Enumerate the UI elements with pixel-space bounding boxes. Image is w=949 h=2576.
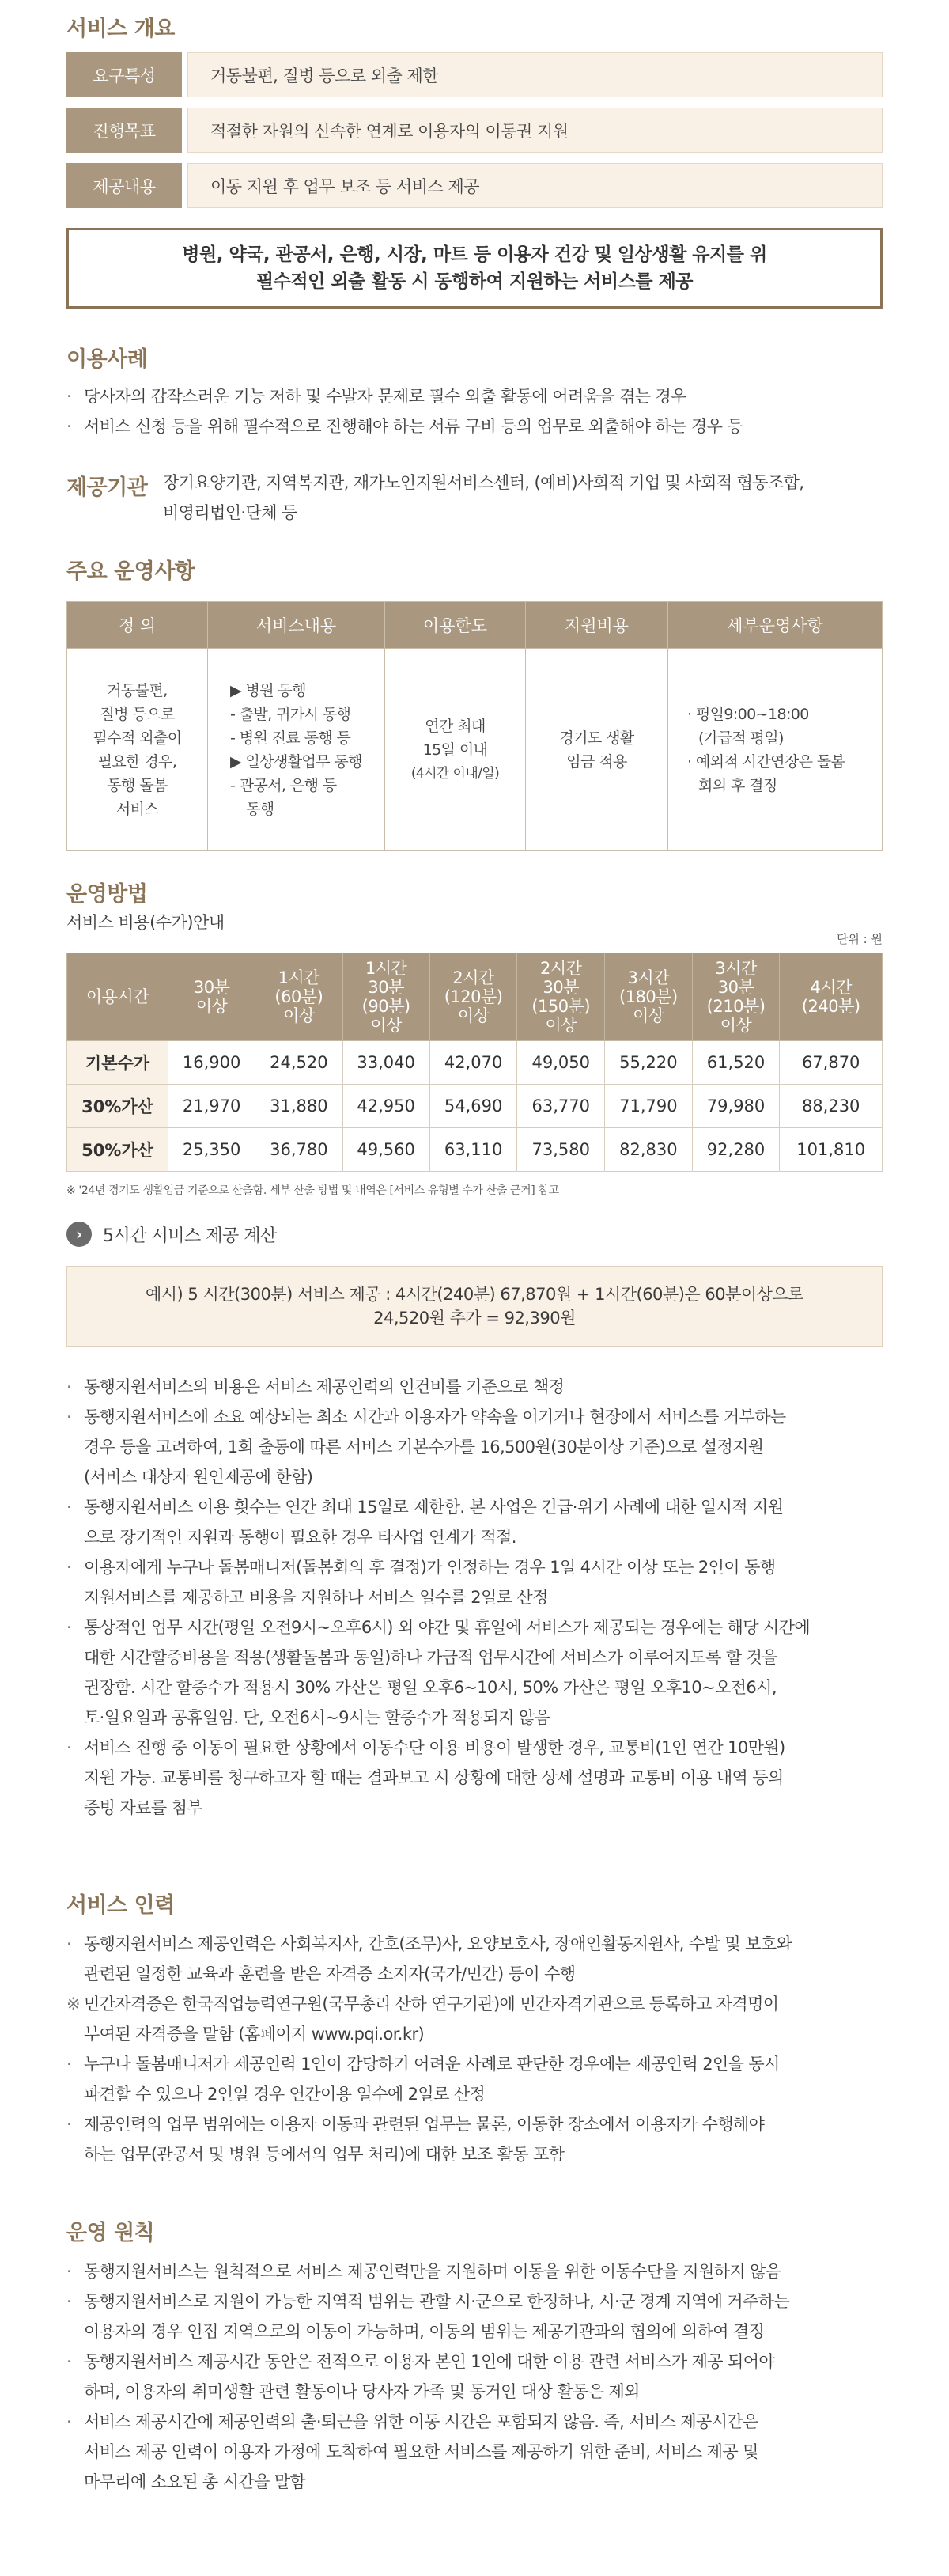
overview-row xyxy=(66,108,883,153)
list-item-line: 동행지원서비스로 지원이 가능한 지역적 범위는 관할 시·군으로 한정하나, 시·군 경계 지역에 거주하는 xyxy=(84,2292,790,2311)
fee-cell: 61,520 xyxy=(692,1041,780,1085)
ops-details: · 평일9:00~18:00 (가급적 평일) · 예외적 시간연장은 돌봄 회의 후 결정 xyxy=(668,649,883,851)
staff-title: 서비스 인력 xyxy=(66,1893,175,1918)
provider-section xyxy=(66,470,883,528)
overview-value: 이동 지원 후 업무 보조 등 서비스 제공 xyxy=(187,163,883,208)
list-item xyxy=(66,1989,883,2049)
fee-cell: 71,790 xyxy=(605,1085,693,1128)
bullet-mark: · xyxy=(66,1934,72,1953)
list-item-line: 지원서비스를 제공하고 비용을 지원하나 서비스 일수를 2일로 산정 xyxy=(84,1588,548,1607)
fee-header-line: 이상 xyxy=(633,1006,664,1025)
fee-cell: 67,870 xyxy=(780,1041,883,1085)
list-item-line: 경우 등을 고려하여, 1회 출동에 따른 서비스 기본수가를 16,500원(30분이상 기준)으로 설정지원 xyxy=(84,1438,764,1457)
overview-value: 적절한 자원의 신속한 연계로 이용자의 이동권 지원 xyxy=(187,108,883,153)
fee-cell: 88,230 xyxy=(780,1085,883,1128)
fee-cell: 42,070 xyxy=(429,1041,517,1085)
list-item: · 당사자의 갑작스러운 기능 저하 및 수발자 문제로 필수 외출 활동에 어려움을 겪는 경우 xyxy=(66,387,686,406)
ops-header: 지원비용 xyxy=(526,602,668,649)
list-item-line: 이용자에게 누구나 돌봄매니저(돌봄회의 후 결정)가 인정하는 경우 1일 4시간 이상 또는 2인이 동행 xyxy=(84,1558,776,1577)
list-item-line: 동행지원서비스 이용 횟수는 연간 최대 15일로 제한함. 본 사업은 긴급·위기 사례에 대한 일시적 지원 xyxy=(84,1498,784,1517)
list-item-line: 권장함. 시간 할증수가 적용시 30% 가산은 평일 오후6~10시, 50% 가산은 평일 오후10~오전6시, xyxy=(84,1678,777,1697)
fee-header-line: 이상 xyxy=(720,1016,752,1035)
fee-header-line: (60분) xyxy=(274,987,323,1006)
list-item-line: 서비스 제공 인력이 이용자 가정에 도착하여 필요한 서비스를 제공하기 위한 준비, 서비스 제공 및 xyxy=(84,2442,758,2461)
list-item-line: 통상적인 업무 시간(평일 오전9시~오후6시) 외 야간 및 휴일에 서비스가 제공되는 경우에는 해당 시간에 xyxy=(84,1618,811,1637)
service-summary-box xyxy=(66,228,883,309)
fee-header-line: (150분) xyxy=(531,997,591,1016)
list-item-line: 부여된 자격증을 말함 (홈페이지 www.pqi.or.kr) xyxy=(84,2025,425,2044)
list-item xyxy=(66,2347,883,2407)
list-item-line: 서비스 제공시간에 제공인력의 출·퇴근을 위한 이동 시간은 포함되지 않음. 즉, 서비스 제공시간은 xyxy=(84,2412,758,2431)
list-item-line: 하는 업무(관공서 및 병원 등에서의 업무 처리)에 대한 보조 활동 포함 xyxy=(84,2145,565,2164)
fee-row-label: 30%가산 xyxy=(67,1085,168,1128)
calc-title: 5시간 서비스 제공 계산 xyxy=(103,1225,277,1246)
list-item-line: 민간자격증은 한국직업능력연구원(국무총리 산하 연구기관)에 민간자격기관으로 등록하고 자격명이 xyxy=(84,1995,779,2013)
list-item-line: 동행지원서비스 제공시간 동안은 전적으로 이용자 본인 1인에 대한 이용 관련 서비스가 제공 되어야 xyxy=(84,2352,775,2371)
fee-cell: 33,040 xyxy=(342,1041,429,1085)
overview-value: 거동불편, 질병 등으로 외출 제한 xyxy=(187,52,883,97)
ops-limit: 연간 최대 15일 이내 (4시간 이내/일) xyxy=(385,649,526,851)
fee-cell: 79,980 xyxy=(692,1085,780,1128)
list-item-line: 토·일요일과 공휴일임. 단, 오전6시~9시는 할증수가 적용되지 않음 xyxy=(84,1708,550,1727)
list-item-line: (서비스 대상자 원인제공에 한함) xyxy=(84,1468,313,1487)
list-item xyxy=(66,1552,883,1612)
fee-header-row xyxy=(67,953,883,1041)
bullet-mark: · xyxy=(66,2352,72,2371)
fee-header-line: 2시간 xyxy=(452,968,494,987)
list-item-line: 누구나 돌봄매니저가 제공인력 1인이 감당하기 어려운 사례로 판단한 경우에는 제공인력 2인을 동시 xyxy=(84,2055,780,2074)
fee-cell: 42,950 xyxy=(342,1085,429,1128)
provider-line: 비영리법인·단체 등 xyxy=(163,503,297,522)
principle-title: 운영 원칙 xyxy=(66,2221,155,2245)
fee-cell: 24,520 xyxy=(255,1041,342,1085)
bullet-mark: · xyxy=(66,1377,72,1396)
bullet-mark: · xyxy=(66,1407,72,1426)
fee-header-line: 이상 xyxy=(545,1016,577,1035)
staff-list xyxy=(66,1929,883,2169)
overview-title: 서비스 개요 xyxy=(66,17,175,41)
fee-header-cell xyxy=(780,953,883,1041)
calc-line: 24,520원 추가 = 92,390원 xyxy=(373,1309,576,1328)
ops-header: 세부운영사항 xyxy=(668,602,883,649)
bullet-mark: · xyxy=(66,2292,72,2311)
fee-header-line: 30분 xyxy=(543,978,579,997)
fee-header-line: (90분) xyxy=(361,997,410,1016)
fee-note: ※ '24년 경기도 생활임금 기준으로 산출함. 세부 산출 방법 및 내역은 [서비스 유형별 수가 산출 근거] 참고 xyxy=(66,1184,559,1197)
fee-header-line: (240분) xyxy=(801,997,860,1016)
ops-header: 서비스내용 xyxy=(208,602,385,649)
list-item xyxy=(66,1402,883,1492)
bullet-mark: · xyxy=(66,1558,72,1577)
fee-header-line: 이상 xyxy=(283,1006,315,1025)
calc-box xyxy=(66,1266,883,1347)
fee-cell: 73,580 xyxy=(517,1128,605,1172)
fee-cell: 55,220 xyxy=(605,1041,693,1085)
fee-header-line: 이상 xyxy=(457,1006,490,1025)
list-item-line: 대한 시간할증비용을 적용(생활돌봄과 동일)하나 가급적 업무시간에 서비스가 이루어지도록 할 것을 xyxy=(84,1648,777,1667)
ops-content: ▶ 병원 동행 - 출발, 귀가시 동행 - 병원 진료 동행 등 ▶ 일상생활업무 동행 - 관공서, 은행 등 동행 xyxy=(208,649,385,851)
list-item xyxy=(66,2049,883,2109)
list-item-line: 관련된 일정한 교육과 훈련을 받은 자격증 소지자(국가/민간) 등이 수행 xyxy=(84,1964,576,1983)
fee-header-cell xyxy=(255,953,342,1041)
provider-text xyxy=(163,468,803,528)
fee-cell: 49,050 xyxy=(517,1041,605,1085)
list-item xyxy=(66,1372,883,1402)
table-row xyxy=(67,1128,883,1172)
chevron-right-icon: › xyxy=(66,1222,92,1247)
cases-list xyxy=(66,381,883,441)
overview-row xyxy=(66,163,883,208)
fee-header-line: 30분 xyxy=(368,978,404,997)
fee-header-cell xyxy=(429,953,517,1041)
overview-table xyxy=(66,52,883,218)
fee-cell: 101,810 xyxy=(780,1128,883,1172)
fee-cell: 31,880 xyxy=(255,1085,342,1128)
fee-header-line: (210분) xyxy=(706,997,766,1016)
ops-table xyxy=(66,601,883,851)
summary-line: 필수적인 외출 활동 시 동행하여 지원하는 서비스를 제공 xyxy=(255,271,694,292)
fee-cell: 63,110 xyxy=(429,1128,517,1172)
overview-label: 진행목표 xyxy=(66,108,182,153)
fee-header-line: (120분) xyxy=(444,987,503,1006)
bullet-mark: · xyxy=(66,2115,72,2134)
fee-header-line: 이상 xyxy=(195,997,228,1016)
ops-title: 주요 운영사항 xyxy=(66,559,195,584)
fee-header-cell xyxy=(692,953,780,1041)
fee-header-line: 4시간 xyxy=(810,978,852,997)
fee-header-line: 2시간 xyxy=(540,959,582,978)
list-item-line: 마무리에 소요된 총 시간을 말함 xyxy=(84,2472,306,2491)
table-row xyxy=(67,1085,883,1128)
fee-header-line: 30분 xyxy=(717,978,754,997)
fee-cell: 21,970 xyxy=(168,1085,255,1128)
fee-header-cell xyxy=(605,953,693,1041)
bullet-mark: · xyxy=(66,1498,72,1517)
bullet-mark: · xyxy=(66,1618,72,1637)
fee-header-cell xyxy=(342,953,429,1041)
fee-body xyxy=(67,1041,883,1172)
provider-title: 제공기관 xyxy=(66,475,148,500)
list-item-line: 이용자의 경우 인접 지역으로의 이동이 가능하며, 이동의 범위는 제공기관과의 협의에 의하여 결정 xyxy=(84,2322,765,2341)
fee-cell: 92,280 xyxy=(692,1128,780,1172)
cases-title: 이용사례 xyxy=(66,347,148,372)
fee-header-line: 3시간 xyxy=(715,959,757,978)
fee-table-wrap xyxy=(66,953,883,1172)
list-item-line: 지원 가능. 교통비를 청구하고자 할 때는 결과보고 시 상황에 대한 상세 설명과 교통비 이용 내역 등의 xyxy=(84,1768,784,1787)
list-item: · 서비스 신청 등을 위해 필수적으로 진행해야 하는 서류 구비 등의 업무로 외출해야 하는 경우 등 xyxy=(66,417,743,436)
fee-cell: 16,900 xyxy=(168,1041,255,1085)
list-item xyxy=(66,2407,883,2497)
fee-row-label: 기본수가 xyxy=(67,1041,168,1085)
bullet-mark: · xyxy=(66,2055,72,2074)
overview-label: 제공내용 xyxy=(66,163,182,208)
fee-cell: 36,780 xyxy=(255,1128,342,1172)
list-item-line: 파견할 수 있으나 2인일 경우 연간이용 일수에 2일로 산정 xyxy=(84,2085,486,2104)
fee-header-line: (180분) xyxy=(619,987,678,1006)
ops-header: 이용한도 xyxy=(385,602,526,649)
ops-header: 정 의 xyxy=(67,602,208,649)
bullet-mark: · xyxy=(66,1738,72,1757)
list-item-line: 제공인력의 업무 범위에는 이용자 이동과 관련된 업무는 물론, 이동한 장소에서 이용자가 수행해야 xyxy=(84,2115,765,2134)
fee-header-cell xyxy=(517,953,605,1041)
overview-row xyxy=(66,52,883,97)
ops-table-wrap xyxy=(66,601,883,851)
provider-line: 장기요양기관, 지역복지관, 재가노인지원서비스센터, (예비)사회적 기업 및 사회적 협동조합, xyxy=(163,473,804,492)
summary-line: 병원, 약국, 관공서, 은행, 시장, 마트 등 이용자 건강 및 일상생활 유지를 위 xyxy=(182,244,767,265)
list-item xyxy=(66,2109,883,2169)
bullet-mark: ※ xyxy=(66,1995,80,2013)
list-item xyxy=(66,2256,883,2286)
list-item-line: 동행지원서비스에 소요 예상되는 최소 시간과 이용자가 약속을 어기거나 현장에서 서비스를 거부하는 xyxy=(84,1407,786,1426)
bullet-mark: · xyxy=(66,2262,72,2281)
list-item xyxy=(66,1733,883,1823)
list-item-line: 동행지원서비스의 비용은 서비스 제공인력의 인건비를 기준으로 책정 xyxy=(84,1377,565,1396)
list-item xyxy=(66,2286,883,2347)
list-item-line: 증빙 자료를 첨부 xyxy=(84,1798,202,1817)
fee-cell: 49,560 xyxy=(342,1128,429,1172)
list-item xyxy=(66,1612,883,1733)
method-title: 운영방법 xyxy=(66,882,148,907)
calc-line: 예시) 5 시간(300분) 서비스 제공 : 4시간(240분) 67,870원 + 1시간(60분)은 60분이상으로 xyxy=(145,1285,804,1304)
principle-list xyxy=(66,2256,883,2497)
fee-subtitle: 서비스 비용(수가)안내 xyxy=(66,913,225,932)
ops-definition: 거동불편, 질병 등으로 필수적 외출이 필요한 경우, 동행 돌봄 서비스 xyxy=(67,649,208,851)
fee-cell: 82,830 xyxy=(605,1128,693,1172)
list-item-line: 동행지원서비스 제공인력은 사회복지사, 간호(조무)사, 요양보호사, 장애인활동지원사, 수발 및 보호와 xyxy=(84,1934,792,1953)
list-item-line: 하며, 이용자의 취미생활 관련 활동이나 당사자 가족 및 동거인 대상 활동은 제외 xyxy=(84,2382,640,2401)
fee-cell: 54,690 xyxy=(429,1085,517,1128)
fee-header-line: 1시간 xyxy=(278,968,320,987)
list-item-line: 동행지원서비스는 원칙적으로 서비스 제공인력만을 지원하며 이동을 위한 이동수단을 지원하지 않음 xyxy=(84,2262,781,2281)
method-list xyxy=(66,1372,883,1823)
overview-label: 요구특성 xyxy=(66,52,182,97)
bullet-mark: · xyxy=(66,2412,72,2431)
fee-header-line: 1시간 xyxy=(365,959,407,978)
list-item xyxy=(66,1492,883,1552)
table-row xyxy=(67,1041,883,1085)
fee-header-line: 이상 xyxy=(370,1016,402,1035)
fee-table xyxy=(66,953,883,1172)
fee-cell: 25,350 xyxy=(168,1128,255,1172)
fee-header-line: 이용시간 xyxy=(85,987,149,1006)
fee-header-line: 30분 xyxy=(193,978,230,997)
calc-heading xyxy=(66,1222,277,1247)
fee-header-line: 3시간 xyxy=(627,968,670,987)
list-item-line: 서비스 진행 중 이동이 필요한 상황에서 이동수단 이용 비용이 발생한 경우, 교통비(1인 연간 10만원) xyxy=(84,1738,785,1757)
fee-header-cell xyxy=(67,953,168,1041)
fee-row-label: 50%가산 xyxy=(67,1128,168,1172)
ops-cost: 경기도 생활 임금 적용 xyxy=(526,649,668,851)
fee-unit: 단위 : 원 xyxy=(836,932,883,946)
list-item-line: 으로 장기적인 지원과 동행이 필요한 경우 타사업 연계가 적절. xyxy=(84,1528,516,1547)
fee-header-cell xyxy=(168,953,255,1041)
fee-cell: 63,770 xyxy=(517,1085,605,1128)
list-item xyxy=(66,1929,883,1989)
